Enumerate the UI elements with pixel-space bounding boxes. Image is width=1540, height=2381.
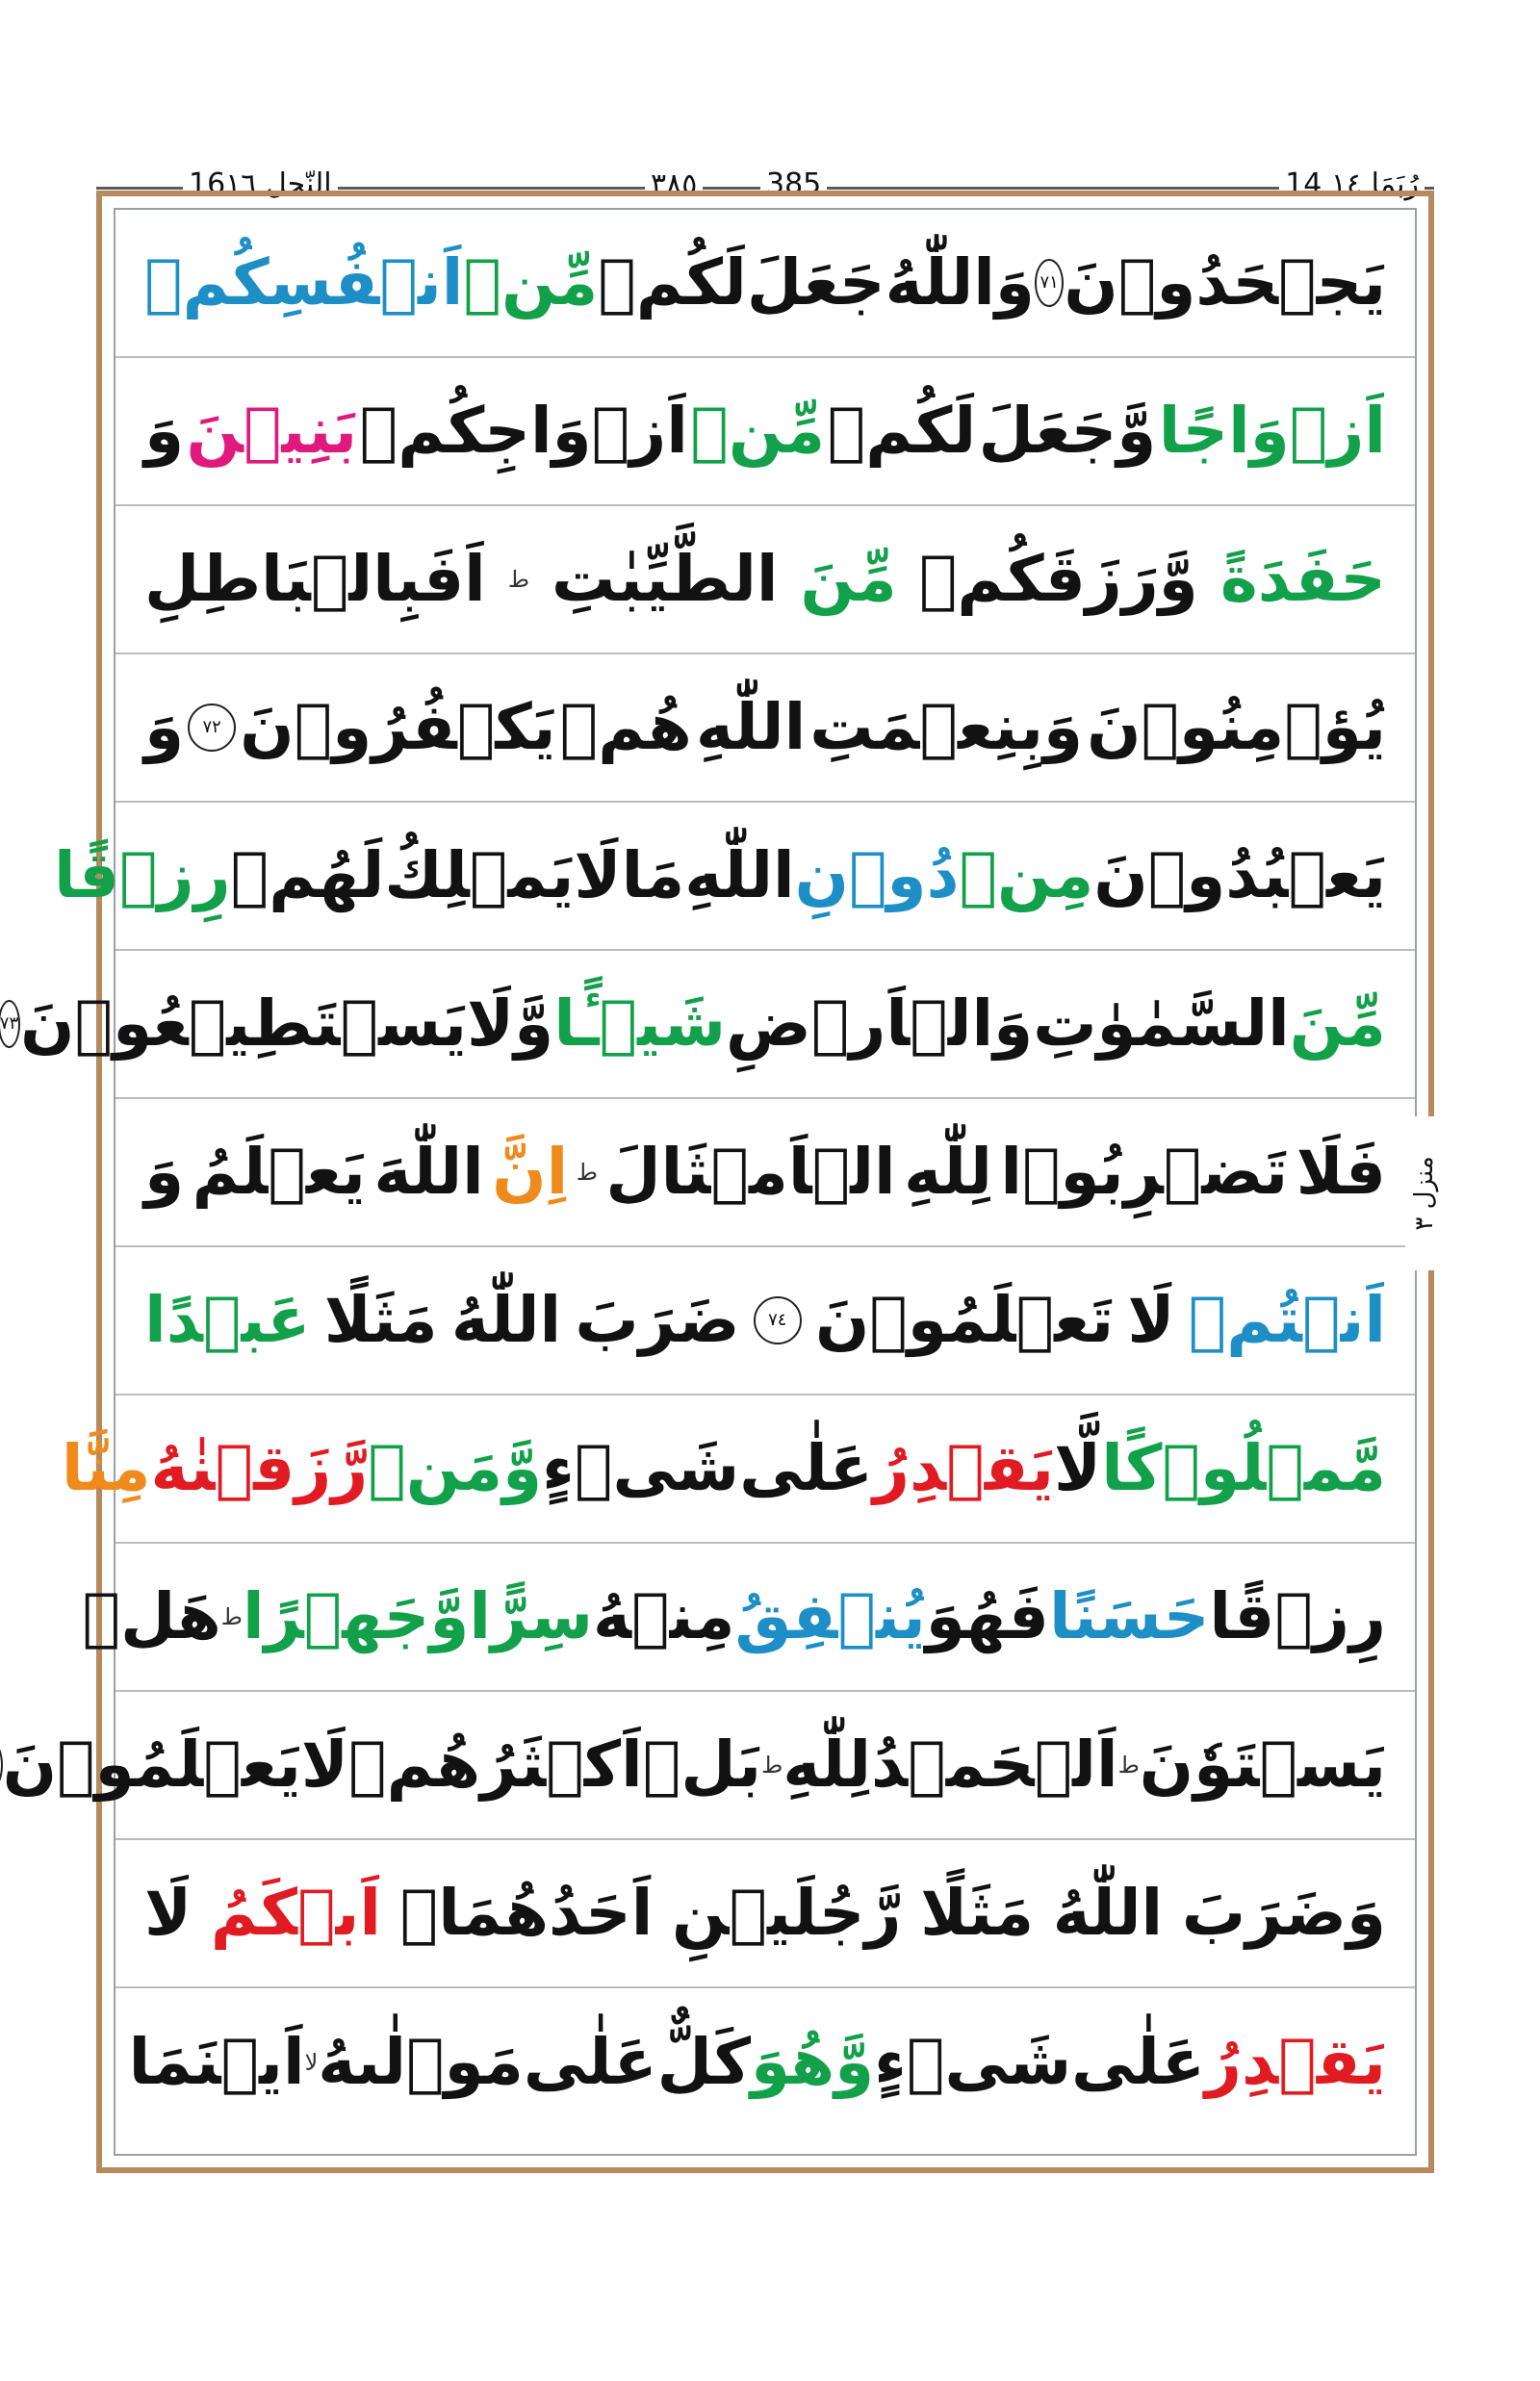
verse-word: السَّمٰوٰتِ — [1033, 986, 1290, 1061]
verse-word: اَنۡتُمۡ — [1188, 1283, 1386, 1357]
verse-word: تَضۡرِبُوۡا — [1000, 1135, 1289, 1209]
verse-word: مَثَلًا — [920, 1876, 1035, 1950]
verse-word: جَعَلَ — [746, 245, 886, 320]
manzil-marker — [1405, 1116, 1444, 1270]
verse-word: كَلٌّ — [656, 2025, 751, 2099]
verse-word: رَّزَقۡنٰهُ — [150, 1431, 369, 1505]
verse-word: اللّٰهُ — [450, 1283, 562, 1357]
verse-word: يَعۡلَمُ — [192, 1135, 366, 1209]
pause-mark: لا — [304, 2049, 319, 2076]
verse-word: يَعۡلَمُوۡنَ — [2, 1728, 301, 1802]
ayah-number-marker: ٧٤ — [754, 1296, 802, 1344]
verse-word: اللّٰهُ — [1052, 1876, 1164, 1950]
verse-word: الۡاَمۡثَالَ — [605, 1135, 896, 1209]
manzil-label: منزل ٣ — [1410, 1156, 1439, 1231]
verse-word: الطَّيِّبٰتِ — [552, 542, 779, 616]
verse-word: مَثَلًا — [323, 1283, 438, 1357]
verse-word: اَفَبِالۡبَاطِلِ — [144, 542, 486, 616]
verse-word: يَسۡتَطِيۡعُوۡنَ — [20, 986, 468, 1061]
verse-word: عَلٰى — [739, 1431, 874, 1505]
pause-mark: ط — [507, 566, 530, 593]
verse-word: شَيۡـًٔا — [553, 986, 726, 1061]
verse-word: يَقۡدِرُ — [1204, 2025, 1386, 2099]
text-block — [0, 208, 1417, 2156]
verse-line — [82, 1544, 1415, 1692]
verse-word: وَ — [144, 394, 185, 468]
verse-word: يُؤۡمِنُوۡنَ — [1087, 690, 1386, 764]
verse-word: وَ — [144, 690, 185, 764]
verse-word: بَلۡ — [642, 1728, 762, 1802]
verse-word: شَىۡءٍ — [874, 2025, 1072, 2099]
verse-line — [116, 506, 1415, 654]
juz-name: 14 رُبَمَا ١٤ — [1279, 167, 1424, 202]
verse-word: يُنۡفِقُ — [734, 1579, 926, 1653]
verse-word: لَا — [144, 1876, 192, 1950]
verse-word: يَمۡلِكُ — [384, 838, 575, 912]
verse-word: مِّنۡ — [463, 245, 599, 320]
verse-word: اَحَدُهُمَاۤ — [399, 1876, 654, 1950]
verse-word: مِّنَ — [800, 542, 897, 616]
verse-line — [0, 951, 1415, 1099]
verse-word: يَعۡبُدُوۡنَ — [1093, 838, 1386, 912]
verse-word: مِنۡهُ — [593, 1579, 735, 1653]
ayah-number-marker: ٧٢ — [188, 704, 236, 752]
verse-word: اَلۡحَمۡدُ — [871, 1728, 1118, 1802]
verse-word: عَبۡدًا — [144, 1283, 311, 1357]
verse-word: اللّٰهَ — [373, 1135, 484, 1209]
verse-word: وَّجَهۡرًا — [242, 1579, 470, 1653]
verse-word: وَّرَزَقَكُمۡ — [918, 542, 1198, 616]
verse-word: دُوۡنِ — [794, 838, 960, 912]
verse-word: لَا — [300, 1728, 349, 1802]
verse-word: هَلۡ — [82, 1579, 221, 1653]
verse-word: وَالۡاَرۡضِ — [726, 986, 1034, 1061]
pause-mark: ط — [576, 1159, 598, 1186]
verse-word: مِّنَ — [1289, 986, 1386, 1061]
verse-word: وَّلَا — [467, 986, 554, 1061]
verse-word: فَهُوَ — [925, 1579, 1049, 1653]
verse-word: لَكُمۡ — [827, 394, 977, 468]
verse-line — [2, 1692, 1415, 1840]
page-frame — [0, 191, 1434, 2173]
verse-word: لَا — [1127, 1283, 1175, 1357]
verse-line — [116, 358, 1415, 506]
verse-word: اَبۡكَمُ — [210, 1876, 381, 1950]
verse-word: فَلَا — [1296, 1135, 1386, 1209]
pause-mark: ط — [761, 1752, 783, 1779]
verse-word: يَكۡفُرُوۡنَ — [240, 690, 556, 764]
verse-word: مِّنۡ — [690, 394, 826, 468]
verse-word: مَّمۡلُوۡكًا — [1101, 1431, 1386, 1505]
verse-line — [54, 803, 1415, 951]
verse-word: اَيۡنَمَا — [128, 2025, 305, 2099]
pause-mark: ط — [220, 1603, 243, 1630]
verse-word: رِزۡقًا — [54, 838, 231, 912]
ayah-number-marker: ٧٣ — [0, 1000, 20, 1048]
verse-word: يَقۡدِرُ — [873, 1431, 1055, 1505]
verse-word: بَنِيۡنَ — [186, 394, 358, 468]
verse-word: وَبِنِعۡمَتِ — [809, 690, 1084, 764]
verse-word: لَهُمۡ — [230, 838, 385, 912]
verse-word: لِلّٰهِ — [783, 1728, 872, 1802]
verse-word: شَىۡءٍ — [542, 1431, 740, 1505]
verse-line — [116, 1247, 1415, 1395]
verse-word: رِزۡقًا — [1209, 1579, 1386, 1653]
verse-word: اِنَّ — [492, 1135, 569, 1209]
verse-word: مَا — [621, 838, 685, 912]
verse-word: مِنۡ — [959, 838, 1094, 912]
verse-word: اَكۡثَرُهُمۡ — [348, 1728, 643, 1802]
ayah-number-marker: ٧١ — [1035, 259, 1064, 307]
verse-line — [61, 1395, 1415, 1544]
verse-word: حَسَنًا — [1048, 1579, 1210, 1653]
verse-line — [116, 1988, 1415, 2137]
verse-word: ضَرَبَ — [575, 1283, 740, 1357]
verse-word: مِنَّا — [61, 1431, 151, 1505]
verse-word: يَسۡتَوٗنَ — [1139, 1728, 1386, 1802]
verse-word: حَفَدَةً — [1219, 542, 1386, 616]
verse-word: يَجۡحَدُوۡنَ — [1064, 245, 1386, 320]
verse-word: تَعۡلَمُوۡنَ — [814, 1283, 1115, 1357]
verse-word: اَزۡوَاجًا — [1158, 394, 1386, 468]
page-number: 385 — [760, 167, 827, 202]
verse-word: وَاللّٰهُ — [885, 245, 1035, 320]
verse-word: لَا — [574, 838, 622, 912]
verse-word: وَ — [144, 1135, 185, 1209]
verse-word: رَّجُلَيۡنِ — [672, 1876, 902, 1950]
verse-word: عَلٰى — [523, 2025, 657, 2099]
verse-word: لِلّٰهِ — [904, 1135, 992, 1209]
verse-word: وَضَرَبَ — [1181, 1876, 1386, 1950]
verse-word: وَّمَنۡ — [368, 1431, 543, 1505]
verse-word: اَنۡفُسِكُمۡ — [144, 245, 464, 320]
verse-word: لَكُمۡ — [598, 245, 747, 320]
surah-name: 16النّحل ١٦ — [183, 167, 338, 202]
verse-word: هُمۡ — [559, 690, 692, 764]
verse-line — [116, 210, 1415, 358]
verse-line — [116, 1099, 1415, 1247]
verse-word: لَّا — [1054, 1431, 1102, 1505]
verse-word: وَّجَعَلَ — [978, 394, 1157, 468]
verse-line — [116, 1840, 1415, 1988]
verse-word: اللّٰهِ — [684, 838, 795, 912]
verse-word: مَوۡلٰٮهُ — [318, 2025, 524, 2099]
verse-word: اَزۡوَاجِكُمۡ — [359, 394, 688, 468]
verse-word: وَّهُوَ — [750, 2025, 875, 2099]
pause-mark: ط — [1117, 1752, 1140, 1779]
verse-word: اللّٰهِ — [695, 690, 807, 764]
page-number-urdu: ٣٨٥ — [645, 167, 703, 202]
verse-word: سِرًّا — [469, 1579, 593, 1653]
verse-line — [116, 654, 1415, 803]
verse-word: عَلٰى — [1071, 2025, 1205, 2099]
